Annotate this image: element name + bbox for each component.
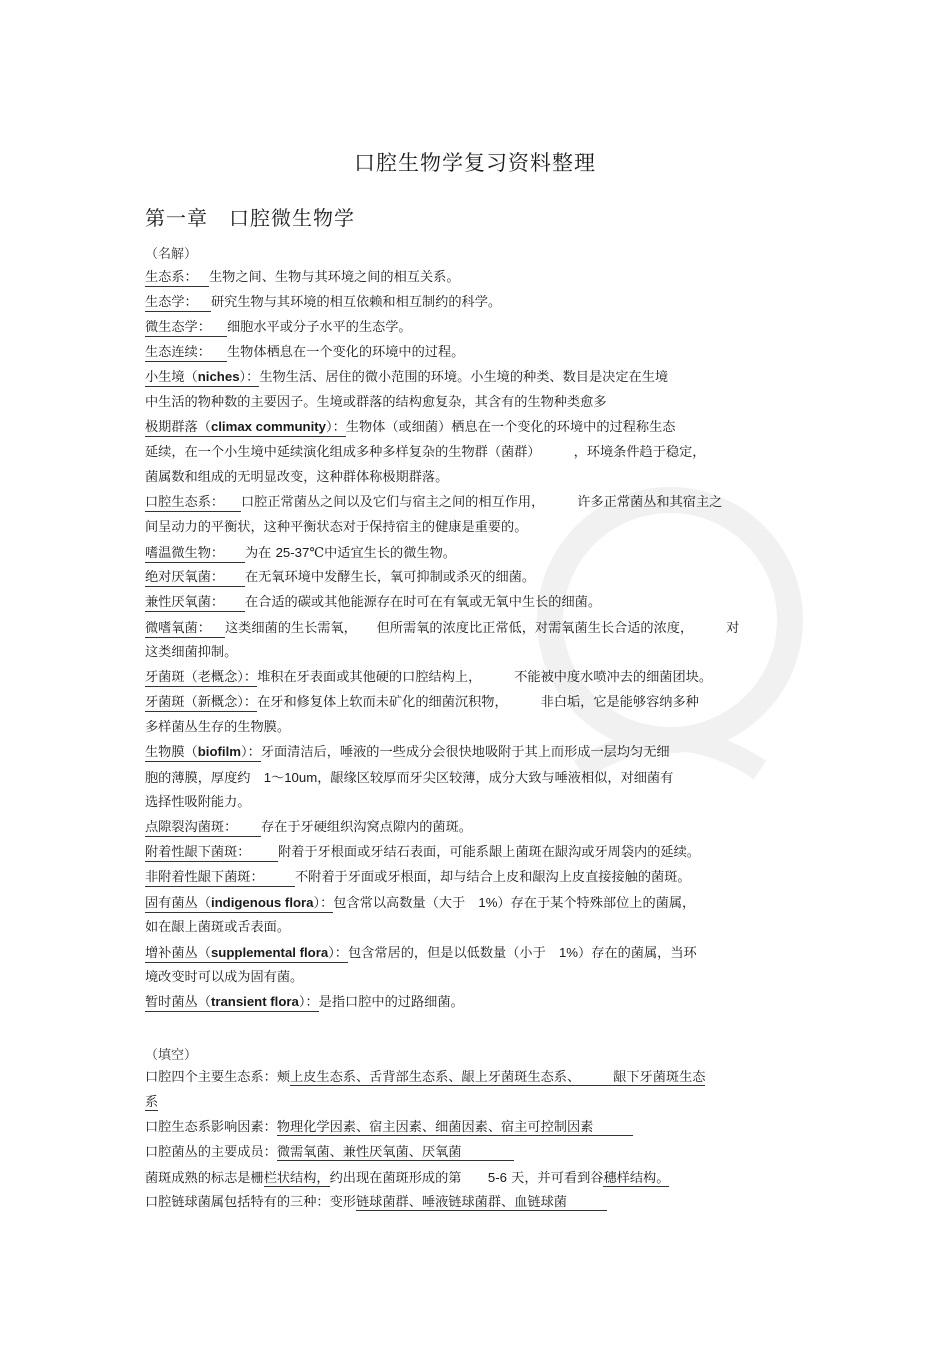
fill-item: 口腔菌丛的主要成员：微需氧菌、兼性厌氧菌、厌氧菌 — [145, 1145, 515, 1160]
fill-item: 菌斑成熟的标志是栅栏状结构，约出现在菌斑形成的第 5-6 天，并可看到谷穗样结构。 — [145, 1170, 670, 1186]
definition-continuation: 如在龈上菌斑或舌表面。 — [145, 920, 291, 935]
definition-text: 生物之间、生物与其环境之间的相互关系。 — [209, 270, 460, 285]
fill-answer: 栏状结构， — [263, 1171, 330, 1186]
definition-item — [145, 620, 739, 638]
definition-term: 牙菌斑（新概念）： — [145, 695, 258, 710]
definition-term: 口腔生态系： — [145, 495, 241, 512]
definition-continuation: 选择性吸附能力。 — [145, 795, 251, 810]
definition-item — [145, 669, 712, 687]
definition-item — [145, 594, 601, 612]
definition-item — [145, 894, 695, 913]
definition-continuation: 菌属数和组成的无明显改变，这种群体称极期群落。 — [145, 470, 449, 485]
definition-term: 增补菌丛（supplemental flora）： — [145, 945, 348, 961]
definition-text: 这类细菌的生长需氧， 但所需氧的浓度比正常低，对需氧菌生长合适的浓度， 对 — [225, 621, 740, 636]
definition-text: 存在于牙硬组织沟窝点隙内的菌斑。 — [261, 820, 472, 835]
definition-text: 堆积在牙表面或其他硬的口腔结构上， 不能被中度水喷冲去的细菌团块。 — [257, 670, 713, 685]
definition-term: 生态系： — [145, 270, 209, 287]
fill-item: 口腔四个主要生态系：颊上皮生态系、舌背部生态系、龈上牙菌斑生态系、 龈下牙菌斑生态 — [145, 1070, 706, 1085]
definition-continuation: 境改变时可以成为固有菌。 — [145, 970, 304, 985]
definition-text: 包含常居的，但是以低数量（小于 1%）存在的菌属，当环 — [347, 945, 697, 961]
definition-item — [145, 844, 700, 862]
definition-text: 是指口腔中的过路细菌。 — [318, 995, 464, 1010]
definition-term: 牙菌斑（老概念）： — [145, 670, 258, 685]
definition-text: 包含常以高数量（大于 1%）存在于某个特殊部位上的菌属， — [333, 895, 696, 911]
definition-term: 生态连续： — [145, 345, 227, 362]
definition-term: 非附着性龈下菌斑： — [145, 870, 295, 887]
definition-item — [145, 269, 460, 287]
chapter-heading: 第一章 口腔微生物学 — [145, 206, 355, 230]
definition-item — [145, 569, 535, 587]
fill-answer: 微需氧菌、兼性厌氧菌、厌氧菌 — [276, 1145, 515, 1160]
definition-item — [145, 369, 668, 387]
definition-text: 生物生活、居住的微小范围的环境。小生境的种类、数目是决定在生境 — [259, 370, 669, 385]
fill-item: 口腔链球菌属包括特有的三种：变形链球菌群、唾液链球菌群、血链球菌 — [145, 1195, 607, 1210]
fill-answer: 链球菌群、唾液链球菌群、血链球菌 — [356, 1195, 607, 1210]
definition-continuation: 延续，在一个小生境中延续演化组成多种多样复杂的生物群（菌群） ，环境条件趋于稳定， — [145, 445, 706, 460]
definition-item — [145, 819, 472, 837]
definition-text: 口腔正常菌丛之间以及它们与宿主之间的相互作用， 许多正常菌丛和其宿主之 — [241, 495, 723, 510]
definition-text: 生物体（或细菌）栖息在一个变化的环境中的过程称生态 — [345, 420, 676, 435]
definition-text: 附着于牙根面或牙结石表面，可能系龈上菌斑在龈沟或牙周袋内的延续。 — [278, 845, 700, 860]
fill-item: 口腔生态系影响因素：物理化学因素、宿主因素、细菌因素、宿主可控制因素 — [145, 1120, 633, 1135]
definition-term: 暂时菌丛（transient flora）： — [145, 994, 319, 1010]
definition-term: 生态学： — [145, 295, 211, 312]
definition-text: 在合适的碳或其他能源存在时可在有氧或无氧中生长的细菌。 — [245, 595, 602, 610]
definition-term: 兼性厌氧菌： — [145, 595, 245, 612]
definition-text: 在无氧环境中发酵生长，氧可抑制或杀灭的细菌。 — [245, 570, 536, 585]
definition-term: 极期群落（climax community）： — [145, 419, 346, 435]
document-title: 口腔生物学复习资料整理 — [354, 151, 596, 175]
definition-term: 绝对厌氧菌： — [145, 570, 245, 587]
definition-continuation: 胞的薄膜，厚度约 1～10um，龈缘区较厚而牙尖区较薄，成分大致与唾液相似，对细菌有 — [145, 770, 674, 786]
definition-item — [145, 544, 456, 563]
fill-answer: 物理化学因素、宿主因素、细菌因素、宿主可控制因素 — [276, 1120, 633, 1135]
definition-item — [145, 944, 697, 963]
definition-item — [145, 344, 464, 362]
definition-text: 细胞水平或分子水平的生态学。 — [227, 320, 412, 335]
definition-item — [145, 319, 412, 337]
definition-term: 附着性龈下菌斑： — [145, 845, 278, 862]
section-label-fill: （填空） — [145, 1048, 198, 1063]
definition-continuation: 中生活的物种数的主要因子。生境或群落的结构愈复杂，其含有的生物种类愈多 — [145, 395, 607, 410]
definition-item — [145, 494, 722, 512]
definition-item — [145, 294, 501, 312]
definition-item — [145, 744, 670, 762]
definition-text: 牙面清洁后，唾液的一些成分会很快地吸附于其上而形成一层均匀无细 — [260, 745, 670, 760]
definition-continuation: 间呈动力的平衡状，这种平衡状态对于保持宿主的健康是重要的。 — [145, 520, 528, 535]
definition-item — [145, 419, 675, 437]
definition-continuation: 多样菌丛生存的生物膜。 — [145, 720, 291, 735]
fill-continuation — [145, 1094, 158, 1112]
definition-term: 微嗜氧菌： — [145, 621, 225, 638]
definition-item — [145, 694, 699, 712]
section-label-definitions: （名解） — [145, 247, 198, 262]
definition-term: 微生态学： — [145, 320, 227, 337]
definition-text: 生物体栖息在一个变化的环境中的过程。 — [227, 345, 465, 360]
definition-term: 生物膜（biofilm）： — [145, 744, 261, 760]
definition-text: 在牙和修复体上软而未矿化的细菌沉积物， 非白垢，它是能够容纳多种 — [257, 695, 699, 710]
definition-term: 点隙裂沟菌斑： — [145, 820, 261, 837]
definition-text: 为在 25-37℃中适宜生长的微生物。 — [245, 545, 456, 561]
definition-text: 研究生物与其环境的相互依赖和相互制约的科学。 — [211, 295, 502, 310]
fill-answer: 上皮生态系、舌背部生态系、龈上牙菌斑生态系、 龈下牙菌斑生态 — [290, 1070, 706, 1085]
definition-item — [145, 869, 691, 887]
definition-continuation: 这类细菌抑制。 — [145, 645, 238, 660]
definition-text: 不附着于牙面或牙根面，却与结合上皮和龈沟上皮直接接触的菌斑。 — [295, 870, 691, 885]
definition-term: 小生境（niches）： — [145, 369, 260, 385]
definition-term: 嗜温微生物： — [145, 546, 245, 563]
fill-answer: 穗样结构。 — [603, 1171, 670, 1186]
fill-answer: 系 — [145, 1095, 159, 1110]
definition-term: 固有菌丛（indigenous flora）： — [145, 895, 334, 911]
definition-item — [145, 994, 464, 1012]
